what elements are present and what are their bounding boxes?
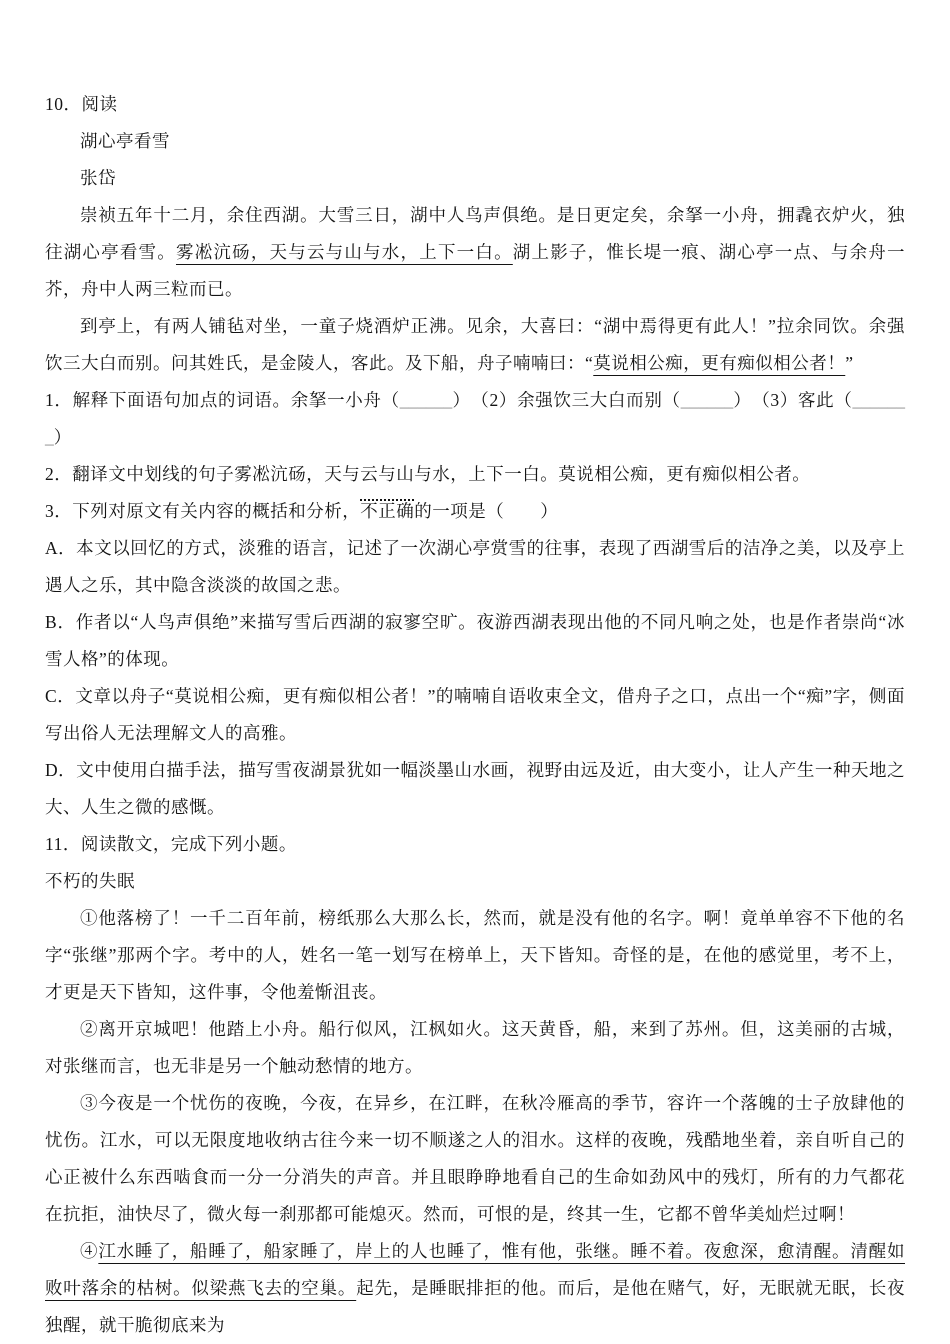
q10-label: 10．阅读 <box>45 94 118 114</box>
passage-p2-text: 到亭上，有两人铺毡对坐，一童子烧酒炉正沸。见余，大喜曰：“湖中焉得更有此人！”拉余同饮。余强饮三大白而别。问其姓氏，是金陵人，客此。及下船，舟子喃喃曰：“ <box>45 316 905 373</box>
essay-p4-underlined-sentence: 江水睡了，船睡了，船家睡了，岸上的人也睡了，惟有他，张继。睡不着。夜愈深，愈清醒。清醒如败叶落余的枯树。似梁燕飞去的空巢。 <box>45 1241 905 1298</box>
answer-blank-1: ______ <box>399 390 453 410</box>
q10-option-a: A．本文以回忆的方式，淡雅的语言，记述了一次湖心亭赏雪的往事，表现了西湖雪后的洁净之美，以及亭上遇人之乐，其中隐含淡淡的故国之悲。 <box>45 538 905 595</box>
answer-blank-3-wrap: _ <box>45 427 54 447</box>
passage-paragraph-1 <box>45 197 905 308</box>
q10-subquestion-3 <box>45 493 905 530</box>
essay-paragraph-4 <box>45 1233 905 1344</box>
passage-title: 湖心亭看雪 <box>80 131 170 151</box>
q10-sub1-part3: ） （3）客此（ <box>733 390 853 410</box>
q11-label: 11．阅读散文，完成下列小题。 <box>45 834 297 854</box>
answer-blank-3: ______ <box>852 390 906 410</box>
q10-subquestion-1 <box>45 382 905 456</box>
q11-header <box>45 826 905 863</box>
passage-p1-text-end: 湖上影子，惟长堤一痕、湖心亭一点、与余舟一芥，舟中人两三粒而已。 <box>45 242 906 299</box>
passage-p2-text-end: ” <box>845 353 854 373</box>
q10-sub3-emphasized-word: 不正确 <box>360 501 415 521</box>
essay-p4-text-end: 起先，是睡眠排拒的他。而后，是他在赌气，好，无眠就无眠，长夜独醒，就干脆彻底来为 <box>45 1278 906 1335</box>
passage-paragraph-2 <box>45 308 905 382</box>
q10-sub3-stem: 3．下列对原文有关内容的概括和分析， <box>45 501 361 521</box>
q10-sub1-close-paren: ） <box>53 427 72 447</box>
q10-option-c: C．文章以舟子“莫说相公痴，更有痴似相公者！”的喃喃自语收束全文，借舟子之口，点出一个“痴”字，侧面写出俗人无法理解文人的高雅。 <box>45 686 905 743</box>
q10-sub1-part2: ） （2）余强饮三大白而别（ <box>452 390 681 410</box>
q10-sub1-stem: 1．解释下面语句加点的词语。余拏一小舟（ <box>45 390 400 410</box>
answer-blank-2: ______ <box>680 390 734 410</box>
q10-option-d: D．文中使用白描手法，描写雪夜湖景犹如一幅淡墨山水画，视野由远及近，由大变小，让人产生一种天地之大、人生之微的感慨。 <box>45 760 905 817</box>
passage-p1-underlined-sentence: 雾凇沆砀，天与云与山与水，上下一白。 <box>175 242 513 262</box>
q10-header <box>45 86 905 123</box>
essay-paragraph-3: ③今夜是一个忧伤的夜晚，今夜，在异乡，在江畔，在秋冷雁高的季节，容许一个落魄的士子放肆他的忧伤。江水，可以无限度地收纳古往今来一切不顺遂之人的泪水。这样的夜晚，残酷地坐着，亲自听自己的心正被什么东西啮食而一分一分消失的声音。并且眼睁睁地看自己的生命如劲风中的残灯，所有的力气都花在抗拒，油快尽了，微火每一刹那都可能熄灭。然而，可恨的是，终其一生，它都不曾华美灿烂过啊！ <box>45 1093 905 1224</box>
q10-option-b: B．作者以“人鸟声俱绝”来描写雪后西湖的寂寥空旷。夜游西湖表现出他的不同凡响之处，也是作者崇尚“冰雪人格”的体现。 <box>45 612 905 669</box>
essay-p4-marker: ④ <box>80 1241 99 1261</box>
essay-title: 不朽的失眠 <box>45 871 135 891</box>
q10-subquestion-2: 2．翻译文中划线的句子雾凇沆砀，天与云与山与水，上下一白。莫说相公痴，更有痴似相公者。 <box>45 464 811 484</box>
passage-p1-text: 崇祯五年十二月，余住西湖。大雪三日，湖中人鸟声俱绝。是日更定矣，余拏一小舟，拥毳衣炉火，独往湖心亭看雪。 <box>45 205 905 262</box>
q10-sub3-stem-end: 的一项是（ ） <box>414 501 559 521</box>
passage-author: 张岱 <box>80 168 116 188</box>
essay-paragraph-1: ①他落榜了！一千二百年前，榜纸那么大那么长，然而，就是没有他的名字。啊！竟单单容不下他的名字“张继”那两个字。考中的人，姓名一笔一划写在榜单上，天下皆知。奇怪的是，在他的感觉里，考不上，才更是天下皆知，这件事，令他羞惭沮丧。 <box>45 908 905 1002</box>
essay-paragraph-2: ②离开京城吧！他踏上小舟。船行似风，江枫如火。这天黄昏，船，来到了苏州。但，这美丽的古城，对张继而言，也无非是另一个触动愁情的地方。 <box>45 1019 905 1076</box>
passage-p2-underlined-sentence: 莫说相公痴，更有痴似相公者！ <box>593 353 846 373</box>
